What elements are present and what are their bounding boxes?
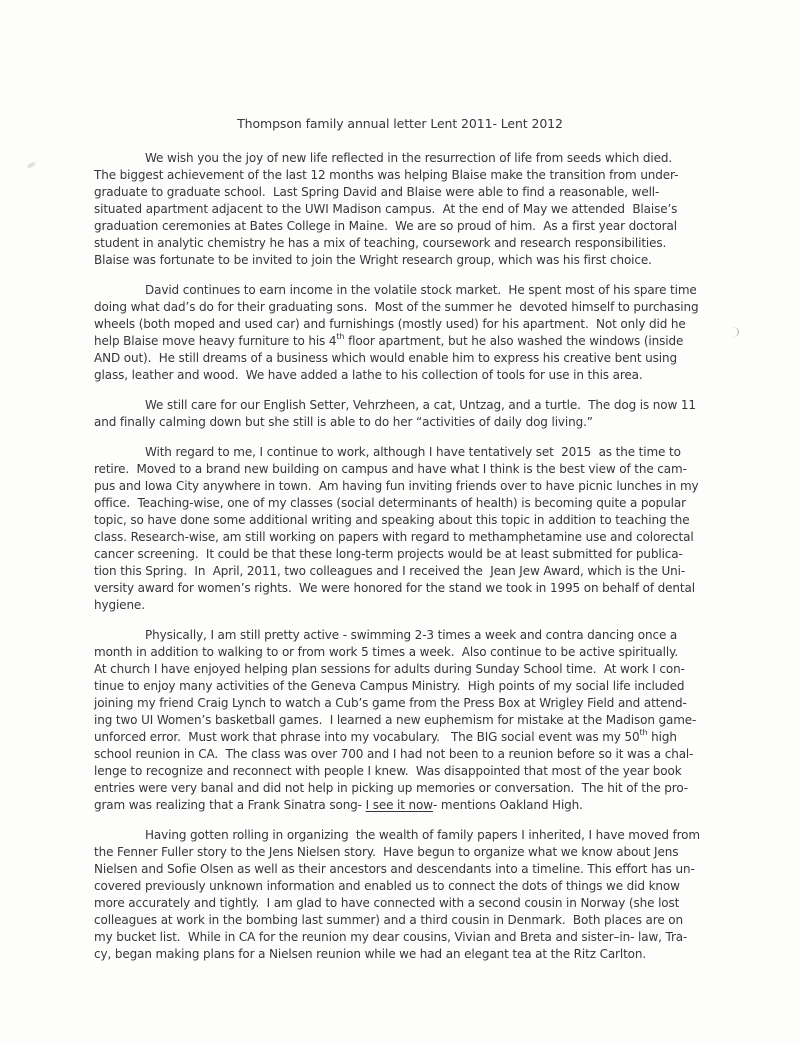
- text-segment: At church I have enjoyed helping plan sessions for adults during Sunday School time. At work I con-: [94, 662, 685, 676]
- letter-line: [94, 235, 754, 252]
- scan-smudge: [27, 161, 37, 169]
- text-segment: retire. Moved to a brand new building on campus and have what I think is the best view of the cam-: [94, 462, 687, 476]
- text-segment: With regard to me, I continue to work, although I have tentatively set 2015 as the time to: [145, 445, 681, 459]
- text-segment: David continues to earn income in the volatile stock market. He spent most of his spare time: [145, 283, 697, 297]
- text-segment: wheels (both moped and used car) and furnishings (mostly used) for his apartment. Not only did he: [94, 317, 686, 331]
- text-segment: versity award for women’s rights. We were honored for the stand we took in 1995 on behalf of dental: [94, 581, 695, 595]
- text-segment: tinue to enjoy many activities of the Geneva Campus Ministry. High points of my social life included: [94, 679, 685, 693]
- letter-line: [94, 150, 754, 167]
- letter-line: [94, 695, 754, 712]
- letter-line: [94, 895, 754, 912]
- text-segment: joining my friend Craig Lynch to watch a Cub’s game from the Press Box at Wrigley Field and attend-: [94, 696, 687, 710]
- text-segment: We still care for our English Setter, Vehrzheen, a cat, Untzag, and a turtle. The dog is now 11: [145, 398, 696, 412]
- superscript-text: th: [639, 728, 648, 737]
- text-segment: Having gotten rolling in organizing the wealth of family papers I inherited, I have moved from: [145, 828, 700, 842]
- text-segment: unforced error. Must work that phrase into my vocabulary. The BIG social event was my 50: [94, 730, 640, 744]
- letter-line: [94, 478, 754, 495]
- text-segment: lenge to recognize and reconnect with people I knew. Was disappointed that most of the year book: [94, 764, 682, 778]
- letter-line: [94, 495, 754, 512]
- text-segment: situated apartment adjacent to the UWI Madison campus. At the end of May we attended Blaise’s: [94, 202, 678, 216]
- text-segment: high: [647, 730, 677, 744]
- text-segment: month in addition to walking to or from work 5 times a week. Also continue to be active spiritually.: [94, 645, 679, 659]
- text-segment: pus and Iowa City anywhere in town. Am having fun inviting friends over to have picnic lunches in my: [94, 479, 699, 493]
- text-segment: graduation ceremonies at Bates College in Maine. We are so proud of him. As a first year doctoral: [94, 219, 677, 233]
- text-segment: topic, so have done some additional writing and speaking about this topic in addition to teaching the: [94, 513, 690, 527]
- letter-line: [94, 597, 754, 614]
- text-segment: AND out). He still dreams of a business which would enable him to express his creative bent using: [94, 351, 677, 365]
- letter-line: [94, 444, 754, 461]
- text-segment: cy, began making plans for a Nielsen reunion while we had an elegant tea at the Ritz Carlton.: [94, 947, 647, 961]
- text-segment: graduate to graduate school. Last Spring David and Blaise were able to find a reasonable, well-: [94, 185, 660, 199]
- letter-line: [94, 184, 754, 201]
- text-segment: colleagues at work in the bombing last summer) and a third cousin in Denmark. Both places are on: [94, 913, 683, 927]
- letter-line: [94, 729, 754, 746]
- underlined-text: I see it now: [365, 798, 433, 812]
- text-segment: entries were very banal and did not help in picking up memories or conversation. The hit of the pro-: [94, 781, 688, 795]
- text-segment: help Blaise move heavy furniture to his 4: [94, 334, 337, 348]
- letter-line: [94, 661, 754, 678]
- text-segment: We wish you the joy of new life reflected in the resurrection of life from seeds which died.: [145, 151, 673, 165]
- text-segment: Nielsen and Sofie Olsen as well as their ancestors and descendants into a timeline. This effort has un-: [94, 862, 695, 876]
- letter-line: [94, 316, 754, 333]
- text-segment: glass, leather and wood. We have added a lathe to his collection of tools for use in this area.: [94, 368, 643, 382]
- text-segment: hygiene.: [94, 598, 145, 612]
- letter-paragraph: [94, 282, 754, 384]
- text-segment: The biggest achievement of the last 12 months was helping Blaise make the transition from under-: [94, 168, 679, 182]
- letter-line: [94, 563, 754, 580]
- text-segment: class. Research-wise, am still working on papers with regard to methamphetamine use and colorectal: [94, 530, 694, 544]
- text-segment: Blaise was fortunate to be invited to join the Wright research group, which was his first choice.: [94, 253, 652, 267]
- text-segment: covered previously unknown information and enabled us to connect the dots of things we did know: [94, 879, 680, 893]
- letter-line: [94, 282, 754, 299]
- letter-line: [94, 167, 754, 184]
- text-segment: Physically, I am still pretty active - swimming 2-3 times a week and contra dancing once a: [145, 628, 678, 642]
- letter-line: [94, 644, 754, 661]
- text-segment: office. Teaching-wise, one of my classes (social determinants of health) is becoming quite a popular: [94, 496, 686, 510]
- text-segment: ing two UI Women’s basketball games. I learned a new euphemism for mistake at the Madison game-: [94, 713, 697, 727]
- text-segment: doing what dad’s do for their graduating sons. Most of the summer he devoted himself to purchasing: [94, 300, 699, 314]
- text-segment: and finally calming down but she still is able to do her “activities of daily dog living.”: [94, 415, 593, 429]
- letter-line: [94, 414, 754, 431]
- letter-line: [94, 333, 754, 350]
- letter-line: [94, 546, 754, 563]
- letter-line: [94, 878, 754, 895]
- letter-paragraph: [94, 150, 754, 269]
- letter-line: [94, 397, 754, 414]
- text-segment: cancer screening. It could be that these long-term projects would be at least submitted for publica-: [94, 547, 683, 561]
- text-segment: student in analytic chemistry he has a mix of teaching, coursework and research responsibilities.: [94, 236, 667, 250]
- superscript-text: th: [336, 332, 345, 341]
- letter-line: [94, 299, 754, 316]
- letter-line: [94, 529, 754, 546]
- letter-line: [94, 512, 754, 529]
- letter-line: [94, 627, 754, 644]
- text-segment: the Fenner Fuller story to the Jens Nielsen story. Have begun to organize what we know about Jens: [94, 845, 679, 859]
- letter-paragraph: [94, 444, 754, 614]
- letter-line: [94, 797, 754, 814]
- letter-line: [94, 780, 754, 797]
- letter-line: [94, 763, 754, 780]
- text-segment: my bucket list. While in CA for the reunion my dear cousins, Vivian and Breta and sister–in- law, Tra-: [94, 930, 688, 944]
- letter-line: [94, 350, 754, 367]
- letter-line: [94, 367, 754, 384]
- letter-line: [94, 712, 754, 729]
- letter-line: [94, 580, 754, 597]
- letter-line: [94, 844, 754, 861]
- letter-line: [94, 929, 754, 946]
- letter-line: [94, 201, 754, 218]
- letter-paragraph: [94, 397, 754, 431]
- text-segment: gram was realizing that a Frank Sinatra song-: [94, 798, 366, 812]
- text-segment: tion this Spring. In April, 2011, two colleagues and I received the Jean Jew Award, which is the Uni-: [94, 564, 686, 578]
- text-segment: - mentions Oakland High.: [432, 798, 583, 812]
- text-segment: more accurately and tightly. I am glad to have connected with a second cousin in Norway (she lost: [94, 896, 680, 910]
- letter-paragraph: [94, 827, 754, 963]
- text-segment: floor apartment, but he also washed the windows (inside: [344, 334, 684, 348]
- letter-line: [94, 861, 754, 878]
- letter-line: [94, 912, 754, 929]
- letter-line: [94, 946, 754, 963]
- letter-line: [94, 252, 754, 269]
- letter-line: [94, 827, 754, 844]
- letter-line: [94, 746, 754, 763]
- letter-line: [94, 678, 754, 695]
- text-segment: school reunion in CA. The class was over 700 and I had not been to a reunion before so it was a chal-: [94, 747, 694, 761]
- letter-body: [94, 150, 754, 976]
- letter-line: [94, 218, 754, 235]
- letter-line: [94, 461, 754, 478]
- letter-paragraph: [94, 627, 754, 814]
- letter-title: Thompson family annual letter Lent 2011- Lent 2012: [237, 116, 563, 131]
